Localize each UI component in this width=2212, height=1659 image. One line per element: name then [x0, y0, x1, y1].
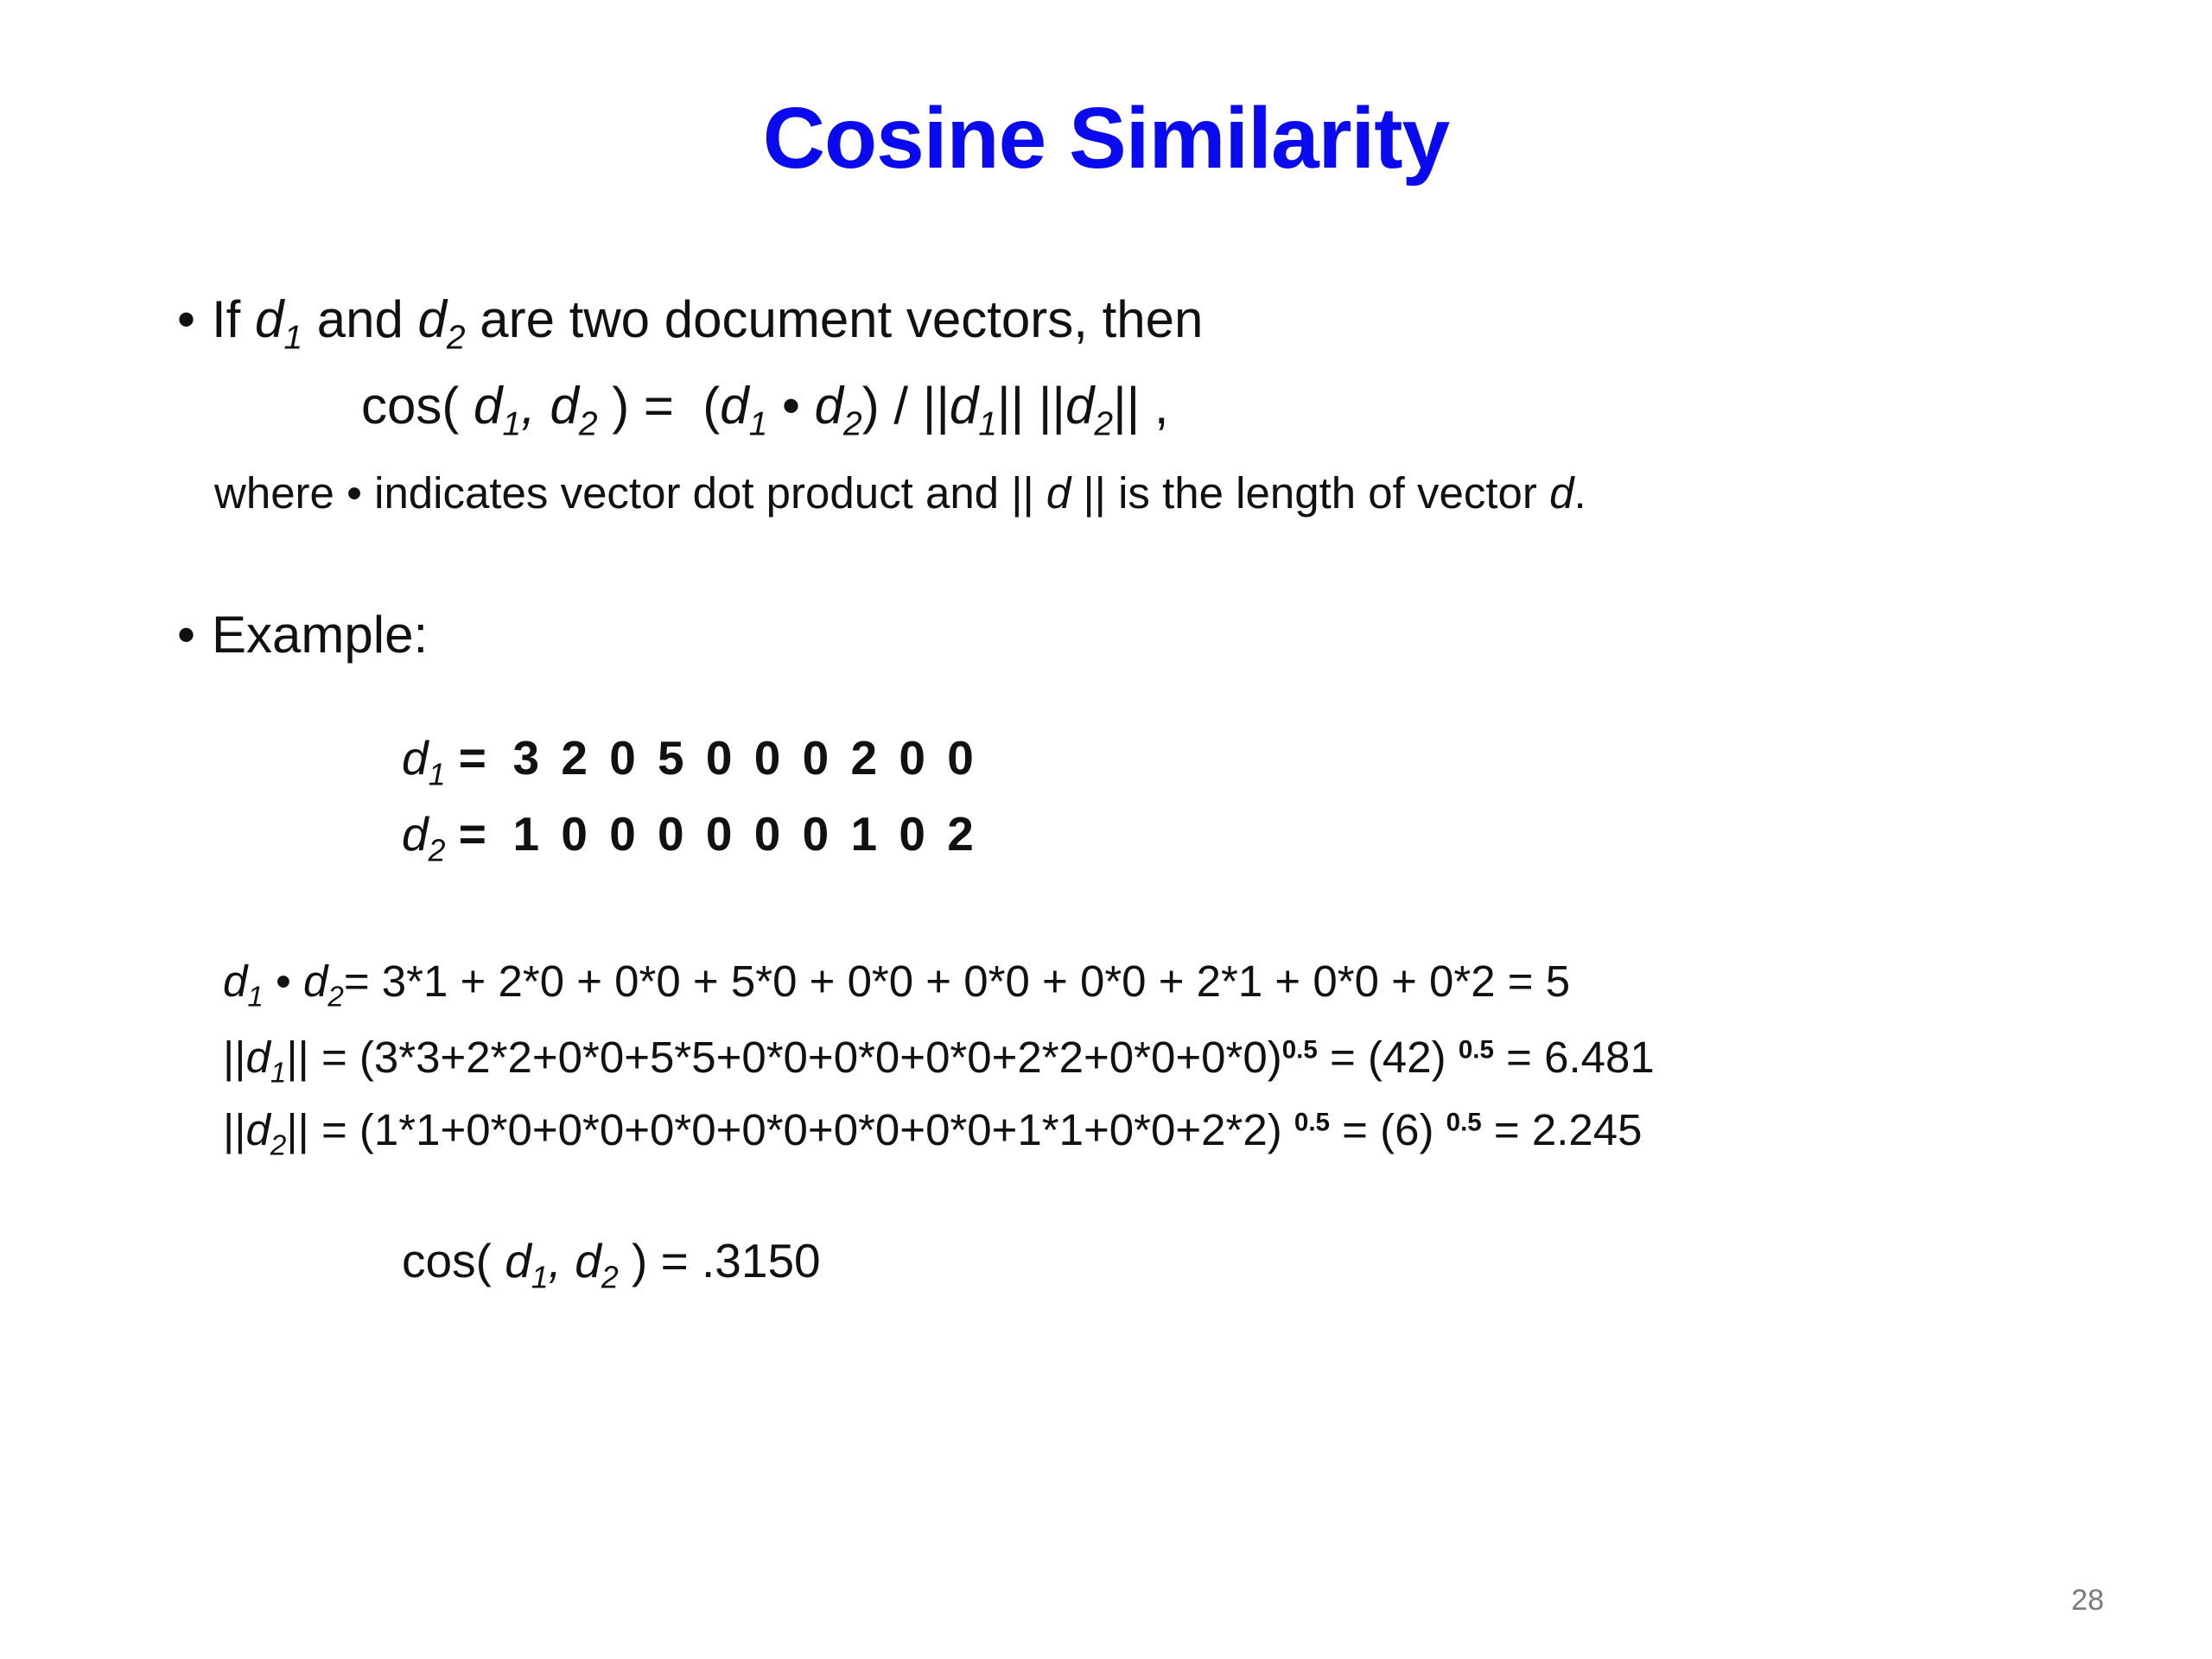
dot-product-calc: $d_1$ • $d_2= 3*1 + 2*0 + 0*0 + 5*0 + 0*0 + 0*0 + 0*0 + 2*1 + 0*0 + 0*2 = 5$: [223, 957, 1571, 1014]
dot-product-icon: •: [346, 468, 362, 518]
norm-d2-calc: $||d_2|| = (1*1+0*0+0*0+0*0+0*0+0*0+0*0+1*1+0*0+2*2) ^{0.5} = (6) ^{0.5} = 2.245$: [223, 1105, 1643, 1162]
var-d1: $d_1$: [255, 290, 303, 357]
vector-d2: $d_2 = 1$ 0 0 0 0 0 0 1 0 2: [402, 807, 978, 868]
var-d2: $d_2$: [417, 290, 466, 357]
vector-d1-values: 3 2 0 5 0 0 0 2 0 0: [512, 731, 978, 785]
cosine-formula: cos( $d_1$, $d_2$ ) = ($d_1$ • $d_2) / ||d_1||$ $||d_2||$ ,: [361, 377, 1169, 443]
dot-product-icon: •: [275, 957, 291, 1006]
bullet-icon: •: [177, 606, 196, 664]
bullet-icon: •: [177, 290, 196, 348]
cosine-result: cos( $d_1$, $d_2$ ) = .3150: [402, 1234, 821, 1295]
where-line: where • indicates vector dot product and || d || is the length of vector d.: [214, 468, 1586, 518]
intro-line: • If $d_1$ and $d_2$ are two document vectors, then: [177, 290, 1204, 357]
example-label: • Example:: [177, 606, 429, 664]
dot-product-icon: •: [781, 377, 800, 435]
page-number: 28: [2071, 1584, 2104, 1617]
slide-title: Cosine Similarity: [762, 90, 1450, 187]
vector-d2-values: 1 0 0 0 0 0 0 1 0 2: [512, 807, 978, 861]
vector-d1: $d_1 = 3$ 2 0 5 0 0 0 2 0 0: [402, 731, 978, 792]
norm-d1-calc: $||d_1|| = (3*3+2*2+0*0+5*5+0*0+0*0+0*0+2*2+0*0+0*0)^{0.5} = (42) ^{0.5} = 6.481$: [223, 1033, 1655, 1090]
